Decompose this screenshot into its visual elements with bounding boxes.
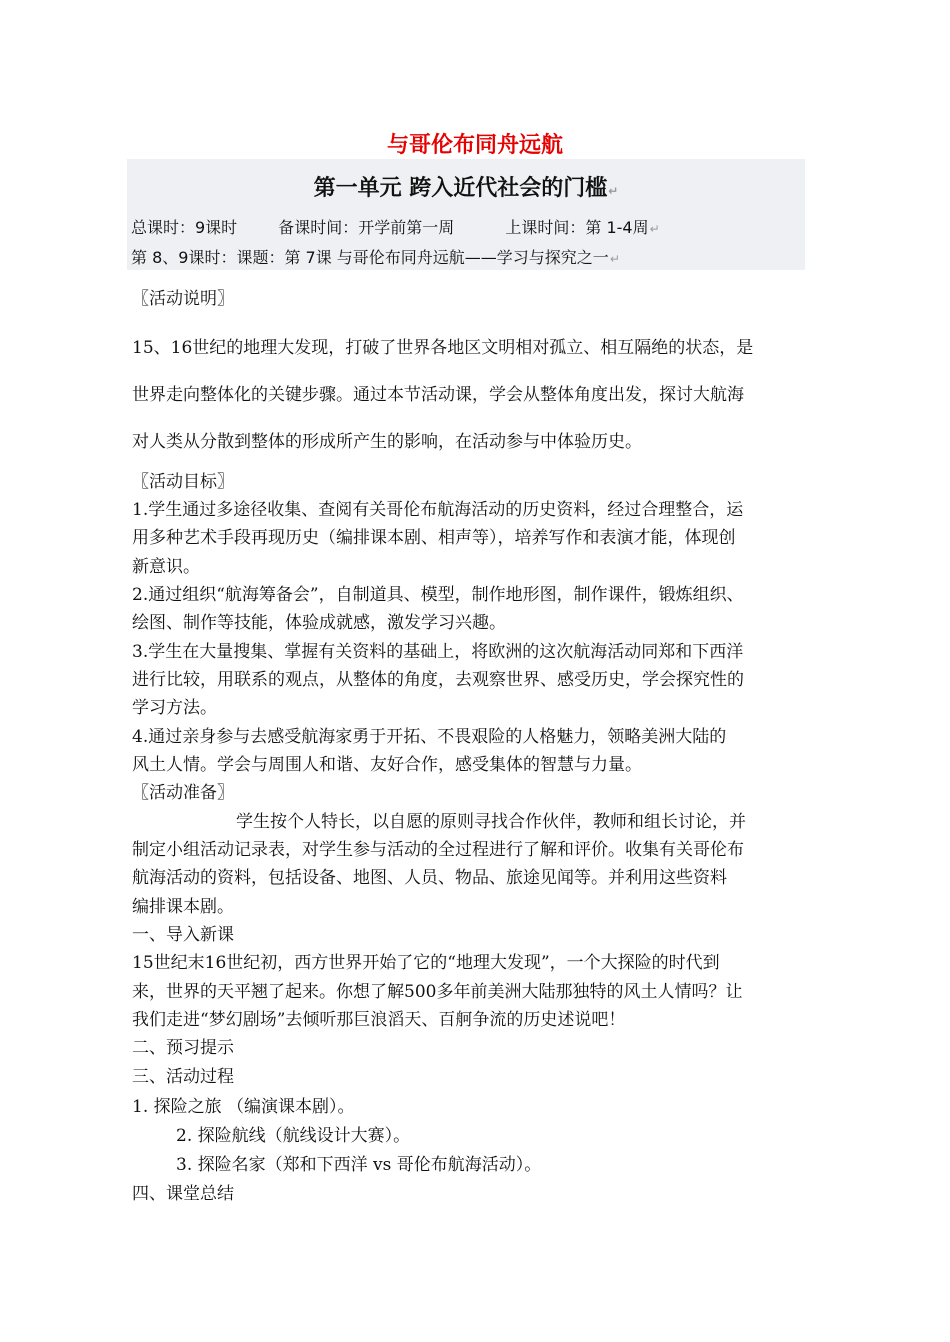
lesson-header-image bbox=[127, 159, 805, 270]
process-item: 3. 探险名家（郑和下西洋 vs 哥伦布航海活动）。 bbox=[176, 1155, 542, 1175]
return-mark-icon: ↵ bbox=[609, 252, 620, 266]
goal-line: 进行比较，用联系的观点，从整体的角度，去观察世界、感受历史，学会探究性的 bbox=[132, 670, 744, 690]
intro-heading: 一、导入新课 bbox=[132, 925, 234, 945]
lesson-line: 第 8、9课时：课题：第 7课 与哥伦布同舟远航——学习与探究之一↵ bbox=[131, 248, 620, 267]
return-mark-icon: ↵ bbox=[649, 222, 660, 236]
intro-line: 来，世界的天平翘了起来。你想了解500多年前美洲大陆那独特的风土人情吗？让 bbox=[132, 982, 743, 1002]
unit-title: 第一单元 跨入近代社会的门槛↵ bbox=[313, 176, 619, 201]
goal-line: 1.学生通过多途径收集、查阅有关哥伦布航海活动的历史资料，经过合理整合，运 bbox=[132, 500, 744, 520]
activity-description-heading: 〖活动说明〗 bbox=[132, 289, 234, 309]
preparation-line: 航海活动的资料，包括设备、地图、人员、物品、旅途见闻等。并利用这些资料 bbox=[132, 868, 727, 888]
process-heading: 三、活动过程 bbox=[132, 1067, 234, 1087]
document-title: 与哥伦布同舟远航 bbox=[386, 133, 563, 158]
goal-line: 2.通过组织“航海筹备会”，自制道具、模型，制作地形图，制作课件，锻炼组织、 bbox=[132, 585, 744, 605]
schedule-line bbox=[131, 215, 660, 238]
description-line: 15、16世纪的地理大发现，打破了世界各地区文明相对孤立、相互隔绝的状态，是 bbox=[132, 338, 754, 358]
preparation-line: 学生按个人特长，以自愿的原则寻找合作伙伴，教师和组长讨论，并 bbox=[236, 812, 746, 832]
intro-line: 15世纪末16世纪初，西方世界开始了它的“地理大发现”，一个大探险的时代到 bbox=[132, 953, 720, 973]
process-item: 2. 探险航线（航线设计大赛）。 bbox=[176, 1126, 411, 1146]
intro-line: 我们走进“梦幻剧场”去倾听那巨浪滔天、百舸争流的历史述说吧！ bbox=[132, 1010, 626, 1030]
goal-line: 学习方法。 bbox=[132, 698, 217, 718]
goal-line: 4.通过亲身参与去感受航海家勇于开拓、不畏艰险的人格魅力，领略美洲大陆的 bbox=[132, 727, 727, 747]
goal-line: 3.学生在大量搜集、掌握有关资料的基础上，将欧洲的这次航海活动同郑和下西洋 bbox=[132, 642, 744, 662]
preview-heading: 二、预习提示 bbox=[132, 1038, 234, 1058]
description-line: 世界走向整体化的关键步骤。通过本节活动课，学会从整体角度出发，探讨大航海 bbox=[132, 385, 744, 405]
description-line: 对人类从分散到整体的形成所产生的影响，在活动参与中体验历史。 bbox=[132, 432, 642, 452]
process-item: 1. 探险之旅 （编演课本剧）。 bbox=[132, 1097, 355, 1117]
goal-line: 风土人情。学会与周围人和谐、友好合作，感受集体的智慧与力量。 bbox=[132, 755, 642, 775]
summary-heading: 四、课堂总结 bbox=[132, 1184, 234, 1204]
goal-line: 用多种艺术手段再现历史（编排课本剧、相声等），培养写作和表演才能，体现创 bbox=[132, 528, 736, 548]
return-mark-icon: ↵ bbox=[608, 184, 619, 198]
goal-line: 新意识。 bbox=[132, 557, 200, 577]
activity-goals-heading: 〖活动目标〗 bbox=[132, 472, 234, 492]
class-time: 上课时间：第 1-4周 bbox=[505, 218, 649, 237]
preparation-line: 编排课本剧。 bbox=[132, 897, 234, 917]
total-hours: 总课时：9课时 bbox=[131, 218, 238, 237]
prep-time: 备课时间：开学前第一周 bbox=[278, 218, 455, 237]
preparation-line: 制定小组活动记录表，对学生参与活动的全过程进行了解和评价。收集有关哥伦布 bbox=[132, 840, 744, 860]
goal-line: 绘图、制作等技能，体验成就感，激发学习兴趣。 bbox=[132, 613, 506, 633]
activity-preparation-heading: 〖活动准备〗 bbox=[132, 783, 234, 803]
